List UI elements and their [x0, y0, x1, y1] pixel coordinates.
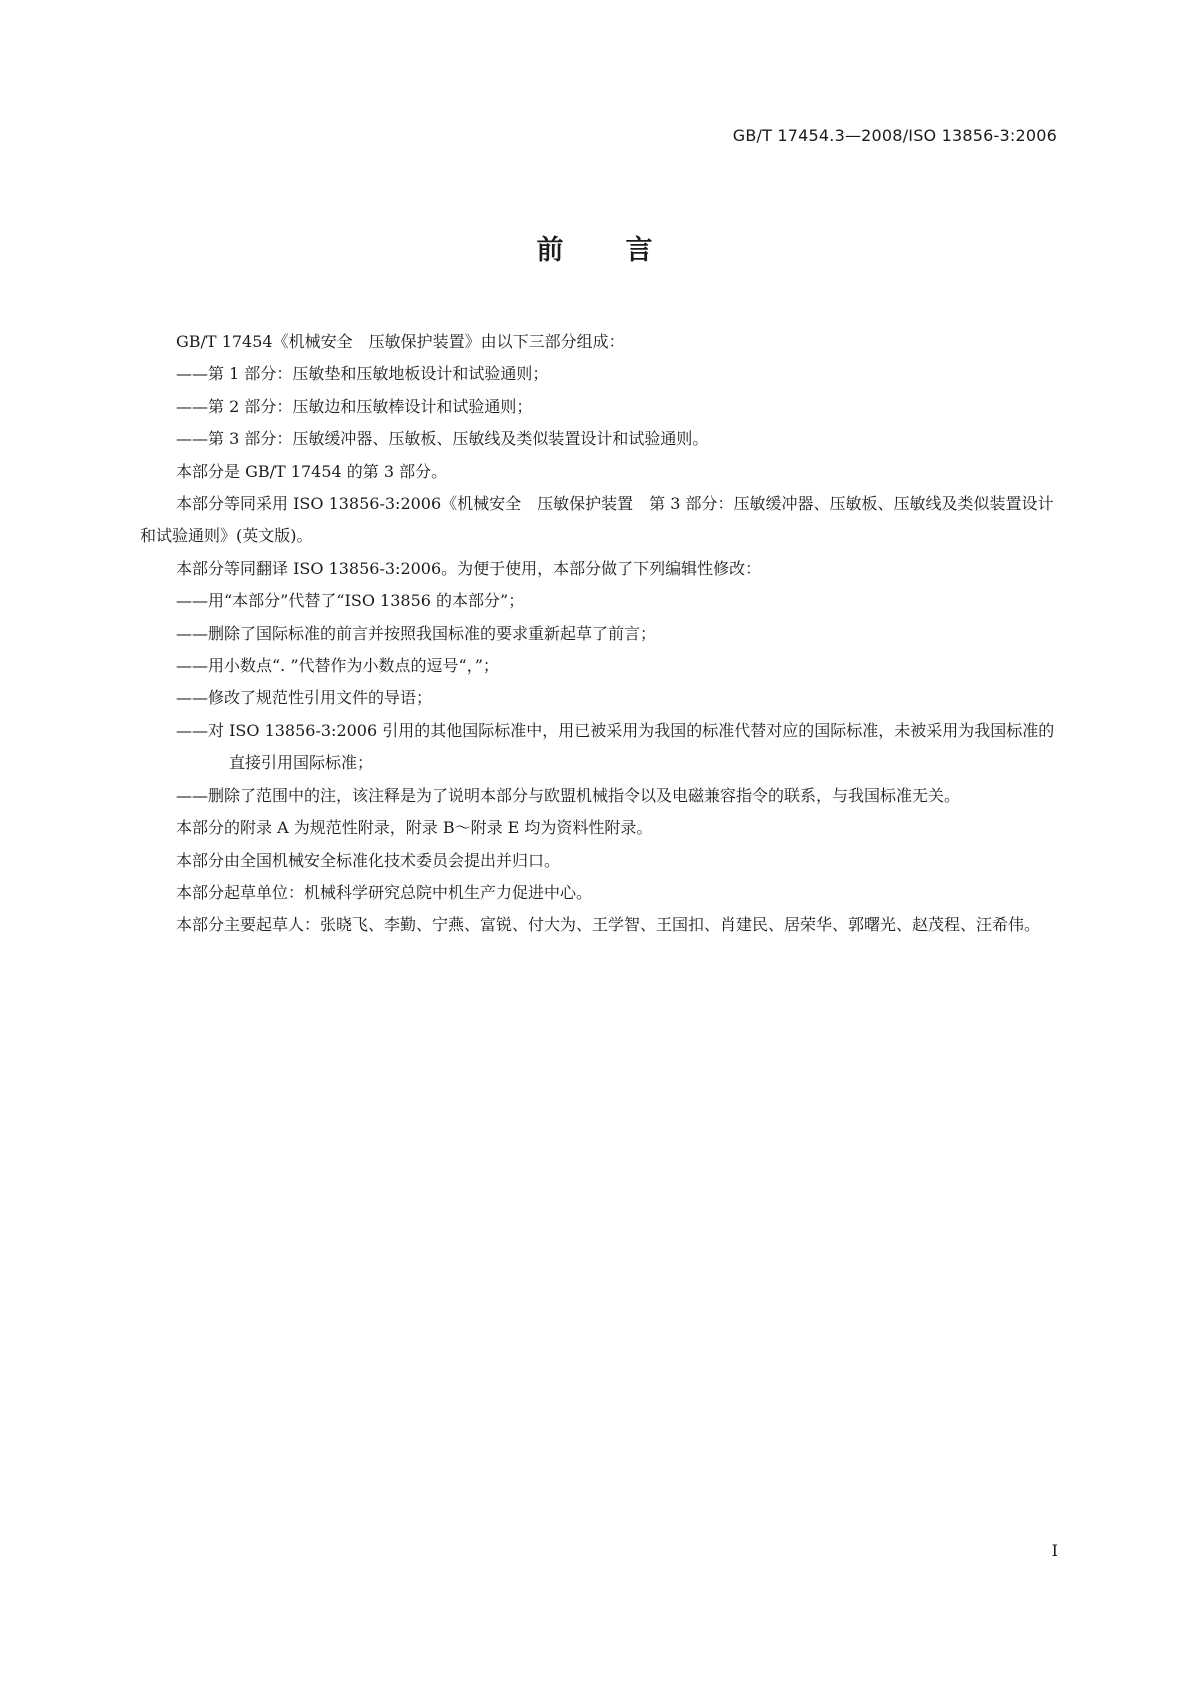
list-item-part-3: ——第 3 部分：压敏缓冲器、压敏板、压敏线及类似装置设计和试验通则。: [176, 429, 709, 449]
title-part-2: 言: [625, 235, 655, 266]
paragraph-intro: GB/T 17454《机械安全 压敏保护装置》由以下三部分组成：: [176, 332, 625, 351]
paragraph-annexes: 本部分的附录 A 为规范性附录，附录 B～附录 E 均为资料性附录。: [176, 818, 653, 838]
page-title: [0, 228, 1191, 267]
list-item-edit-6: ——删除了范围中的注，该注释是为了说明本部分与欧盟机械指令以及电磁兼容指令的联系，与我国标准无关。: [176, 785, 961, 805]
paragraph-drafters: 本部分主要起草人：张晓飞、李勤、宁燕、富锐、付大为、王学智、王国扣、肖建民、居荣华、郭曙光、赵茂程、汪希伟。: [176, 915, 1041, 935]
list-item-part-1: ——第 1 部分：压敏垫和压敏地板设计和试验通则；: [176, 364, 549, 384]
list-item-edit-3: ——用小数点“. ”代替作为小数点的逗号“，”；: [176, 656, 499, 676]
list-item-edit-4: ——修改了规范性引用文件的导语；: [176, 688, 433, 708]
list-item-edit-2: ——删除了国际标准的前言并按照我国标准的要求重新起草了前言；: [176, 623, 657, 643]
paragraph-proposed-by: 本部分由全国机械安全标准化技术委员会提出并归口。: [176, 850, 561, 870]
paragraph-translation: 本部分等同翻译 ISO 13856-3:2006。为便于使用，本部分做了下列编辑性修改：: [176, 558, 762, 578]
paragraph-part-of-standard: 本部分是 GB/T 17454 的第 3 部分。: [176, 461, 448, 481]
foreword-body: [140, 326, 1060, 942]
title-part-1: 前: [536, 235, 566, 266]
list-item-edit-1: ——用“本部分”代替了“ISO 13856 的本部分”；: [176, 591, 525, 611]
list-item-part-2: ——第 2 部分：压敏边和压敏棒设计和试验通则；: [176, 396, 533, 416]
page-number: I: [1051, 1541, 1058, 1560]
list-item-edit-5: ——对 ISO 13856-3:2006 引用的其他国际标准中，用已被采用为我国的标准代替对应的国际标准，未被采用为我国标准的直接引用国际标准；: [176, 720, 1055, 773]
paragraph-drafting-unit: 本部分起草单位：机械科学研究总院中机生产力促进中心。: [176, 882, 593, 902]
paragraph-adoption: 本部分等同采用 ISO 13856-3:2006《机械安全 压敏保护装置 第 3 部分：压敏缓冲器、压敏板、压敏线及类似装置设计和试验通则》(英文版)。: [140, 494, 1054, 546]
standard-code-header: GB/T 17454.3—2008/ISO 13856-3:2006: [732, 126, 1057, 145]
